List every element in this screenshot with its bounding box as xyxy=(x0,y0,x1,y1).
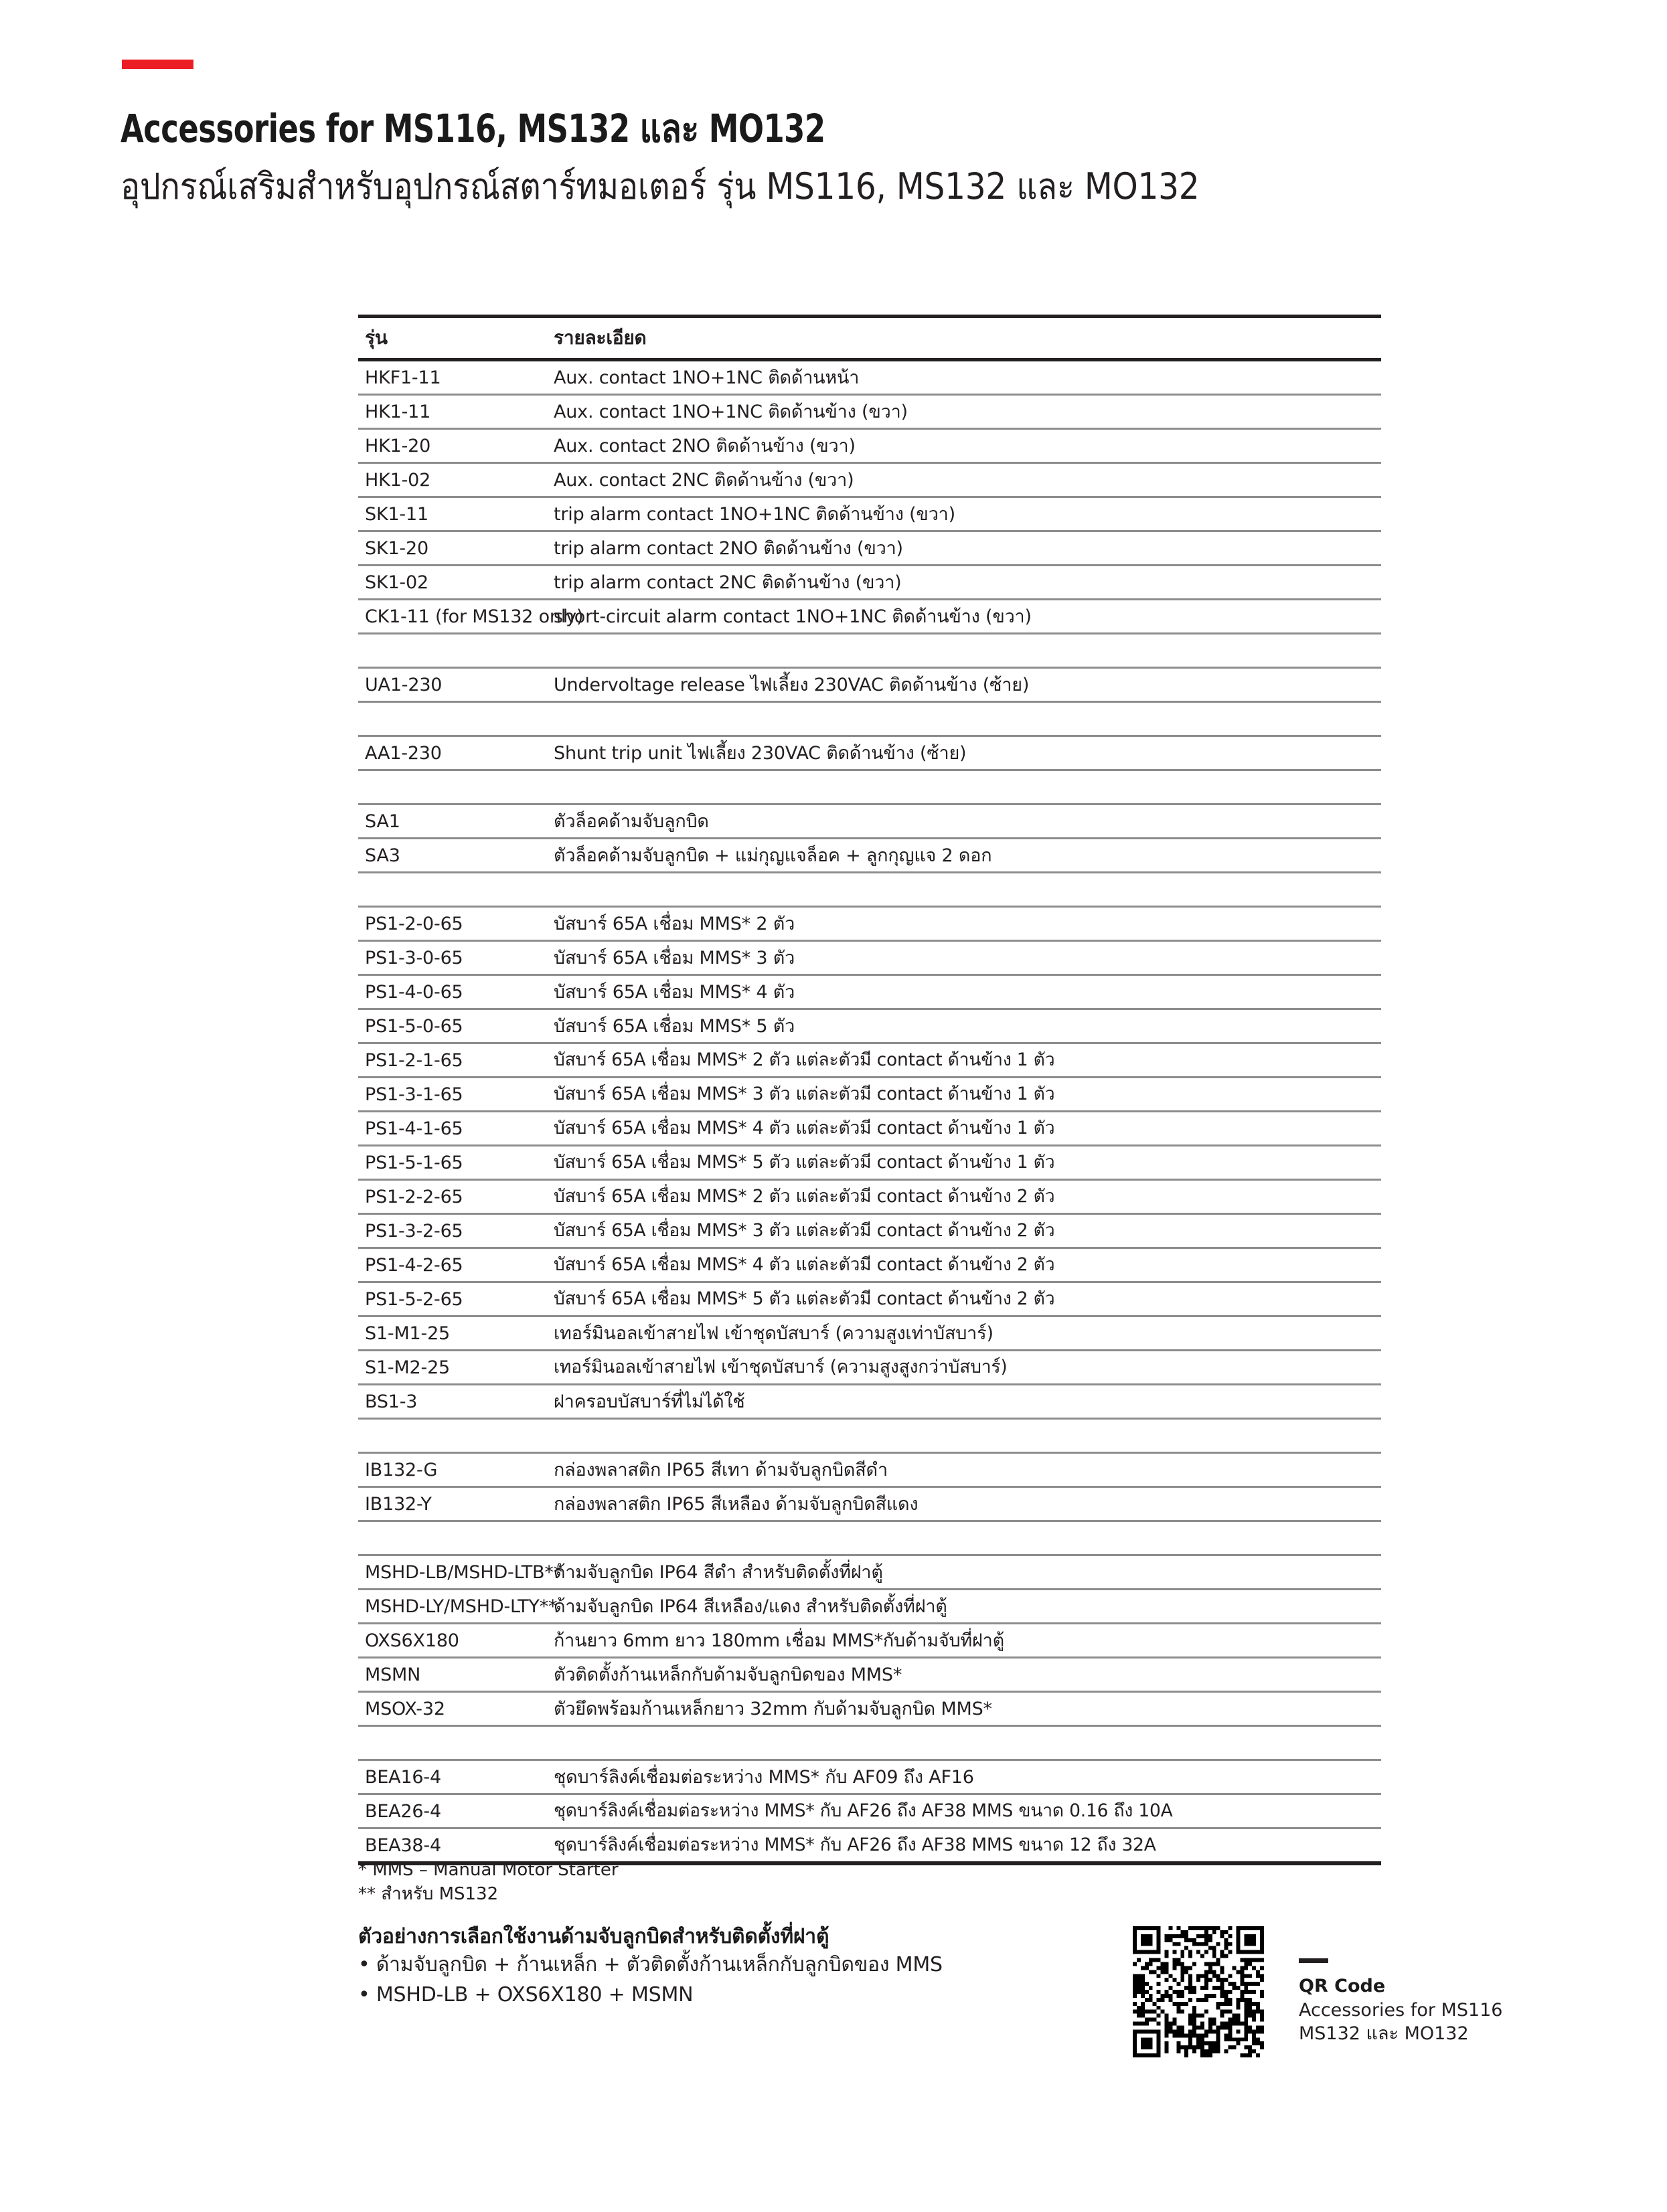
cell-model: SA1 xyxy=(365,811,400,832)
example-block xyxy=(358,1924,1068,2010)
table-row xyxy=(358,976,1381,1008)
cell-description: ตัวล็อคด้ามจับลูกบิด xyxy=(554,811,709,832)
table-row xyxy=(358,1556,1381,1588)
table-row xyxy=(358,566,1381,598)
cell-model: UA1-230 xyxy=(365,674,443,695)
cell-description: บัสบาร์ 65A เชื่อม MMS* 2 ตัว แต่ละตัวมี contact ด้านข้าง 1 ตัว xyxy=(554,1049,1055,1070)
table-row xyxy=(358,839,1381,871)
table-row xyxy=(358,1181,1381,1213)
table-row xyxy=(358,1010,1381,1042)
accessories-table xyxy=(358,315,1381,1865)
table-row xyxy=(358,498,1381,530)
table-row xyxy=(358,1624,1381,1656)
footnote-line: ** สำหรับ MS132 xyxy=(358,1883,499,1904)
group-spacer xyxy=(358,771,1381,803)
table-row xyxy=(358,737,1381,769)
cell-model: MSOX-32 xyxy=(365,1698,445,1719)
cell-description: บัสบาร์ 65A เชื่อม MMS* 5 ตัว xyxy=(554,1015,795,1037)
cell-description: บัสบาร์ 65A เชื่อม MMS* 3 ตัว xyxy=(554,947,795,968)
qr-caption-line-2: MS132 และ MO132 xyxy=(1299,2023,1469,2044)
cell-model: PS1-3-0-65 xyxy=(365,947,463,968)
qr-text-column xyxy=(1299,1926,1503,2045)
cell-model: IB132-G xyxy=(365,1459,438,1480)
table-row xyxy=(358,1761,1381,1793)
qr-heading: QR Code xyxy=(1299,1976,1386,1996)
cell-description: เทอร์มินอลเข้าสายไฟ เข้าชุดบัสบาร์ (ความสูงเท่าบัสบาร์) xyxy=(554,1323,994,1344)
cell-description: ตัวล็อคด้ามจับลูกบิด + แม่กุญแจล็อค + ลูกกุญแจ 2 ดอก xyxy=(554,845,992,866)
red-accent-bar xyxy=(122,60,193,69)
table-body xyxy=(358,361,1381,1861)
cell-model: S1-M2-25 xyxy=(365,1357,451,1378)
cell-description: บัสบาร์ 65A เชื่อม MMS* 3 ตัว แต่ละตัวมี contact ด้านข้าง 1 ตัว xyxy=(554,1083,1055,1104)
page-title: Accessories for MS116, MS132 และ MO132 xyxy=(121,106,825,151)
cell-description: Aux. contact 2NO ติดด้านข้าง (ขวา) xyxy=(554,435,856,456)
table-row xyxy=(358,1317,1381,1349)
cell-description: Aux. contact 1NO+1NC ติดด้านหน้า xyxy=(554,367,860,388)
cell-description: บัสบาร์ 65A เชื่อม MMS* 4 ตัว แต่ละตัวมี contact ด้านข้าง 1 ตัว xyxy=(554,1117,1055,1138)
table-row xyxy=(358,1454,1381,1486)
group-spacer xyxy=(358,634,1381,667)
table-row xyxy=(358,396,1381,428)
cell-description: เทอร์มินอลเข้าสายไฟ เข้าชุดบัสบาร์ (ความสูงสูงกว่าบัสบาร์) xyxy=(554,1356,1008,1377)
cell-description: ตัวติดตั้งก้านเหล็กกับด้ามจับลูกบิดของ MMS* xyxy=(554,1664,902,1685)
cell-model: BEA16-4 xyxy=(365,1766,441,1788)
table-row xyxy=(358,669,1381,701)
qr-caption-line-1: Accessories for MS116 xyxy=(1299,1999,1503,2021)
table-row xyxy=(358,430,1381,462)
cell-description: บัสบาร์ 65A เชื่อม MMS* 2 ตัว แต่ละตัวมี contact ด้านข้าง 2 ตัว xyxy=(554,1185,1055,1207)
page-subtitle: อุปกรณ์เสริมสำหรับอุปกรณ์สตาร์ทมอเตอร์ รุ่น MS116, MS132 และ MO132 xyxy=(121,165,1200,207)
example-bullet: • MSHD-LB + OXS6X180 + MSMN xyxy=(358,1983,694,2007)
cell-model: HKF1-11 xyxy=(365,367,441,388)
group-spacer xyxy=(358,1727,1381,1759)
cell-description: Aux. contact 1NO+1NC ติดด้านข้าง (ขวา) xyxy=(554,401,908,422)
qr-code-block xyxy=(1133,1926,1503,2057)
table-row xyxy=(358,1249,1381,1281)
cell-description: trip alarm contact 1NO+1NC ติดด้านข้าง (ขวา) xyxy=(554,503,955,525)
table-row xyxy=(358,1146,1381,1179)
table-row xyxy=(358,361,1381,394)
cell-model: SA3 xyxy=(365,845,400,866)
cell-model: HK1-20 xyxy=(365,435,431,456)
column-header-description: รายละเอียด xyxy=(554,327,647,349)
cell-description: ชุดบาร์ลิงค์เชื่อมต่อระหว่าง MMS* กับ AF26 ถึง AF38 MMS ขนาด 12 ถึง 32A xyxy=(554,1834,1156,1855)
table-row xyxy=(358,1283,1381,1315)
cell-model: SK1-11 xyxy=(365,503,428,525)
table-row xyxy=(358,1078,1381,1110)
cell-description: บัสบาร์ 65A เชื่อม MMS* 3 ตัว แต่ละตัวมี contact ด้านข้าง 2 ตัว xyxy=(554,1219,1055,1241)
table-row xyxy=(358,942,1381,974)
cell-model: SK1-02 xyxy=(365,572,428,593)
cell-model: MSMN xyxy=(365,1664,421,1685)
cell-model: BS1-3 xyxy=(365,1391,418,1412)
table-header-row xyxy=(358,318,1381,358)
example-bullet: • ด้ามจับลูกบิด + ก้านเหล็ก + ตัวติดตั้งก้านเหล็กกับลูกบิดของ MMS xyxy=(358,1953,943,1976)
cell-description: กล่องพลาสติก IP65 สีเหลือง ด้ามจับลูกบิดสีแดง xyxy=(554,1493,919,1515)
table-row xyxy=(358,532,1381,564)
column-header-model: รุ่น xyxy=(365,327,388,349)
cell-description: บัสบาร์ 65A เชื่อม MMS* 4 ตัว xyxy=(554,981,795,1003)
cell-model: PS1-4-1-65 xyxy=(365,1118,463,1139)
cell-description: ชุดบาร์ลิงค์เชื่อมต่อระหว่าง MMS* กับ AF09 ถึง AF16 xyxy=(554,1766,974,1788)
cell-model: PS1-3-2-65 xyxy=(365,1220,463,1242)
cell-model: PS1-5-2-65 xyxy=(365,1288,463,1310)
cell-model: MSHD-LB/MSHD-LTB** xyxy=(365,1561,562,1583)
table-row xyxy=(358,805,1381,837)
footnotes xyxy=(358,1859,619,1907)
group-spacer xyxy=(358,1420,1381,1452)
table-row xyxy=(358,1351,1381,1383)
cell-description: ชุดบาร์ลิงค์เชื่อมต่อระหว่าง MMS* กับ AF26 ถึง AF38 MMS ขนาด 0.16 ถึง 10A xyxy=(554,1800,1173,1821)
cell-model: PS1-2-1-65 xyxy=(365,1049,463,1071)
qr-code-image[interactable] xyxy=(1133,1926,1264,2057)
cell-description: บัสบาร์ 65A เชื่อม MMS* 2 ตัว xyxy=(554,913,795,934)
table-row xyxy=(358,1693,1381,1725)
cell-description: ตัวยึดพร้อมก้านเหล็กยาว 32mm กับด้ามจับลูกบิด MMS* xyxy=(554,1698,992,1719)
cell-model: PS1-4-0-65 xyxy=(365,981,463,1003)
cell-model: BEA26-4 xyxy=(365,1800,441,1822)
cell-model: CK1-11 (for MS132 only) xyxy=(365,606,584,627)
cell-model: HK1-02 xyxy=(365,469,431,491)
table-row xyxy=(358,464,1381,496)
cell-description: ด้ามจับลูกบิด IP64 สีเหลือง/แดง สำหรับติดตั้งที่ฝาตู้ xyxy=(554,1596,947,1617)
cell-model: IB132-Y xyxy=(365,1493,432,1515)
cell-description: บัสบาร์ 65A เชื่อม MMS* 5 ตัว แต่ละตัวมี contact ด้านข้าง 1 ตัว xyxy=(554,1151,1055,1173)
cell-description: ฝาครอบบัสบาร์ที่ไม่ได้ใช้ xyxy=(554,1391,745,1412)
cell-description: Aux. contact 2NC ติดด้านข้าง (ขวา) xyxy=(554,469,854,491)
cell-description: trip alarm contact 2NO ติดด้านข้าง (ขวา) xyxy=(554,537,903,559)
cell-model: AA1-230 xyxy=(365,742,442,764)
cell-model: PS1-2-2-65 xyxy=(365,1186,463,1207)
group-spacer xyxy=(358,703,1381,735)
table-row xyxy=(358,908,1381,940)
cell-description: Shunt trip unit ไฟเลี้ยง 230VAC ติดด้านข้าง (ซ้าย) xyxy=(554,742,967,764)
table-row xyxy=(358,1829,1381,1861)
cell-model: PS1-5-1-65 xyxy=(365,1152,463,1173)
group-spacer xyxy=(358,873,1381,906)
table-row xyxy=(358,1795,1381,1827)
cell-description: บัสบาร์ 65A เชื่อม MMS* 5 ตัว แต่ละตัวมี contact ด้านข้าง 2 ตัว xyxy=(554,1288,1055,1309)
qr-dash-rule xyxy=(1299,1958,1328,1963)
table-row xyxy=(358,1590,1381,1622)
group-spacer xyxy=(358,1522,1381,1554)
cell-model: PS1-5-0-65 xyxy=(365,1015,463,1037)
cell-model: S1-M1-25 xyxy=(365,1323,451,1344)
cell-model: HK1-11 xyxy=(365,401,431,422)
table-row xyxy=(358,600,1381,632)
table-row xyxy=(358,1488,1381,1520)
cell-description: ด้ามจับลูกบิด IP64 สีดำ สำหรับติดตั้งที่ฝาตู้ xyxy=(554,1561,883,1583)
footnote-line: * MMS – Manual Motor Starter xyxy=(358,1860,619,1880)
cell-description: Undervoltage release ไฟเลี้ยง 230VAC ติดด้านข้าง (ซ้าย) xyxy=(554,674,1030,695)
table-row xyxy=(358,1658,1381,1691)
cell-model: BEA38-4 xyxy=(365,1835,441,1856)
cell-model: PS1-2-0-65 xyxy=(365,913,463,934)
table-row xyxy=(358,1112,1381,1144)
table-row xyxy=(358,1215,1381,1247)
cell-description: บัสบาร์ 65A เชื่อม MMS* 4 ตัว แต่ละตัวมี contact ด้านข้าง 2 ตัว xyxy=(554,1254,1055,1275)
cell-model: PS1-3-1-65 xyxy=(365,1084,463,1105)
cell-model: MSHD-LY/MSHD-LTY** xyxy=(365,1596,558,1617)
table-row xyxy=(358,1385,1381,1418)
cell-description: short-circuit alarm contact 1NO+1NC ติดด้านข้าง (ขวา) xyxy=(554,606,1032,627)
table-row xyxy=(358,1044,1381,1076)
cell-model: OXS6X180 xyxy=(365,1630,459,1651)
cell-model: SK1-20 xyxy=(365,537,428,559)
cell-description: trip alarm contact 2NC ติดด้านข้าง (ขวา) xyxy=(554,572,902,593)
cell-description: กล่องพลาสติก IP65 สีเทา ด้ามจับลูกบิดสีดำ xyxy=(554,1459,888,1480)
cell-model: PS1-4-2-65 xyxy=(365,1254,463,1276)
cell-description: ก้านยาว 6mm ยาว 180mm เชื่อม MMS*กับด้ามจับที่ฝาตู้ xyxy=(554,1630,1004,1651)
example-title: ตัวอย่างการเลือกใช้งานด้ามจับลูกบิดสำหรับติดตั้งที่ฝาตู้ xyxy=(358,1925,829,1948)
